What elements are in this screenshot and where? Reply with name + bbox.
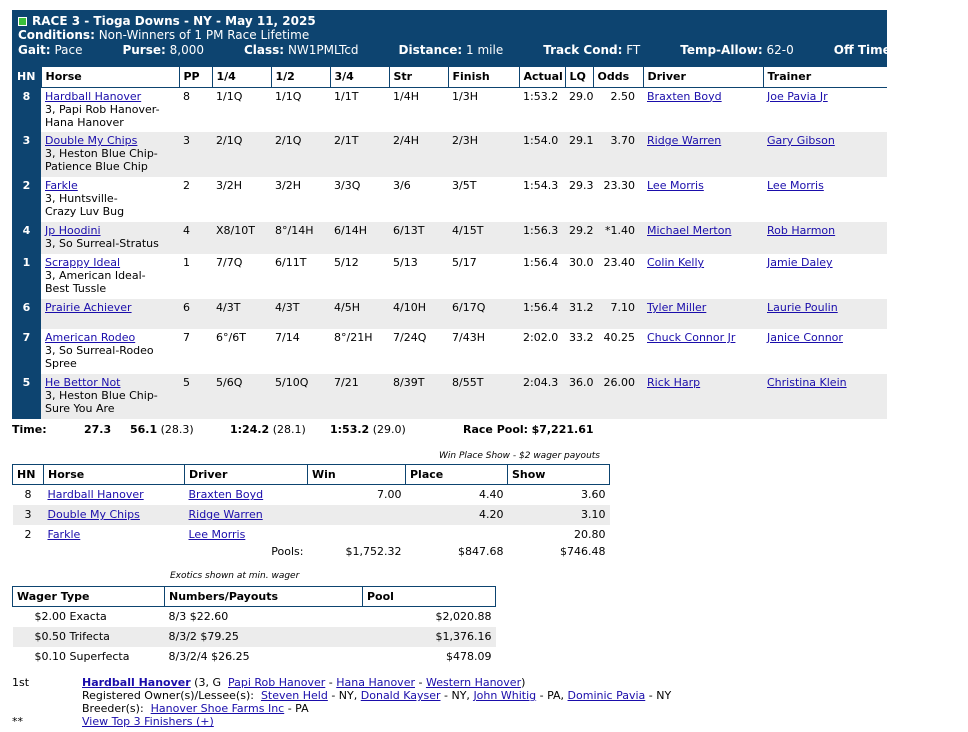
winner-sire-link[interactable]: Papi Rob Hanover: [227, 676, 326, 689]
row-finish: 2/3H: [448, 132, 519, 177]
driver-link[interactable]: Rick Harp: [647, 376, 701, 389]
win-pool: $1,752.32: [345, 544, 402, 558]
row-odds: 26.00: [593, 374, 643, 419]
row-trainer: [763, 329, 887, 374]
pay-hn: 2: [24, 528, 32, 541]
result-row: [12, 374, 887, 419]
pay-horse-link[interactable]: Double My Chips: [47, 508, 140, 521]
horse-link[interactable]: Farkle: [45, 179, 78, 192]
show-pool: $746.48: [560, 544, 606, 558]
time-final: 1:53.2 (29.0): [330, 423, 406, 436]
row-finish: 3/5T: [452, 179, 477, 192]
row-q2: 6/11T: [275, 256, 307, 269]
col-q2: 1/2: [271, 67, 330, 87]
horse-link[interactable]: Jp Hoodini: [45, 224, 101, 237]
pay-col-win: Win: [308, 465, 406, 485]
col-odds: Odds: [593, 67, 643, 87]
exo-pool: $478.09: [446, 650, 492, 663]
row-pp: 4: [179, 222, 212, 254]
row-horse: [41, 132, 179, 177]
driver-link[interactable]: Michael Merton: [647, 224, 732, 237]
exotic-row: [13, 627, 496, 647]
off-time-info: Off Time: 1:42 PM: [833, 43, 948, 57]
horse-pedigree-2: Hana Hanover: [45, 115, 124, 129]
col-horse: Horse: [41, 67, 179, 87]
trainer-link[interactable]: Rob Harmon: [767, 224, 836, 237]
exo-col-type: Wager Type: [13, 587, 165, 607]
row-str: 1/4H: [393, 89, 419, 103]
result-row: [12, 299, 887, 329]
row-horse: [41, 374, 179, 419]
row-q3: 1/1T: [334, 89, 359, 103]
driver-link[interactable]: Tyler Miller: [647, 301, 707, 314]
exo-type: $2.00 Exacta: [34, 610, 107, 624]
pay-driver: [185, 505, 308, 525]
time-label: Time:: [12, 423, 47, 436]
results-table: [12, 67, 887, 419]
time-q2: 56.1 (28.3): [130, 423, 194, 436]
pay-hn: 3: [13, 505, 44, 525]
row-pp: 6: [179, 299, 212, 329]
row-lq: 29.3: [569, 179, 594, 192]
horse-link[interactable]: American Rodeo: [45, 331, 136, 344]
exo-pool: $2,020.88: [435, 610, 492, 624]
row-trainer: [763, 87, 887, 132]
row-hn: 3: [12, 132, 41, 177]
row-str: 4/10H: [389, 299, 448, 329]
exotics-header-row: [13, 587, 496, 607]
race-times: [12, 423, 887, 436]
pay-win: 7.00: [377, 488, 402, 502]
row-str: 8/39T: [389, 374, 448, 419]
horse-pedigree-1: 3, Heston Blue Chip-: [45, 147, 158, 160]
row-hn: 7: [12, 329, 41, 374]
row-lq: 29.2: [565, 222, 593, 254]
horse-link[interactable]: Double My Chips: [45, 134, 138, 147]
row-q3: 7/21: [330, 374, 389, 419]
row-odds: 40.25: [603, 331, 635, 344]
horse-pedigree-2: Patience Blue Chip: [45, 160, 148, 173]
row-str: 3/6: [393, 179, 411, 192]
row-hn: 4: [12, 222, 41, 254]
row-lq: 29.1: [565, 132, 593, 177]
breeder-link[interactable]: Hanover Shoe Farms Inc: [150, 702, 285, 715]
winner-place: 1st: [12, 676, 30, 689]
pay-col-horse: Horse: [44, 465, 185, 485]
payout-row: [13, 525, 610, 545]
horse-pedigree-2: Spree: [45, 357, 77, 370]
row-pp: 2: [183, 179, 190, 192]
gait-info: Gait: Pace: [18, 43, 83, 57]
pay-hn: 8: [24, 488, 32, 502]
row-horse: [41, 254, 179, 299]
row-hn: 1: [12, 254, 41, 299]
pay-horse: [44, 485, 185, 505]
row-odds: 23.40: [603, 256, 635, 269]
race-header: [12, 10, 948, 67]
row-q3: 4/5H: [330, 299, 389, 329]
winner-line-1: [12, 676, 887, 689]
row-odds: 3.70: [593, 132, 643, 177]
row-pp: 1: [183, 256, 190, 269]
row-hn: 8: [12, 87, 41, 132]
owner-link-3[interactable]: John Whitig: [473, 689, 537, 702]
row-actual: 2:04.3: [519, 374, 565, 419]
exotic-row: [13, 647, 496, 667]
pay-place: 4.20: [406, 505, 508, 525]
results-header-row: [12, 67, 887, 87]
result-row: [12, 254, 887, 299]
row-driver: [643, 222, 763, 254]
more-marker: **: [12, 715, 23, 728]
row-pp: 5: [179, 374, 212, 419]
exo-type: $0.10 Superfecta: [34, 650, 130, 663]
row-q1: 5/6Q: [212, 374, 271, 419]
driver-link[interactable]: Braxten Boyd: [647, 89, 722, 103]
row-q1: 6°/6T: [216, 331, 246, 344]
row-horse: [41, 87, 179, 132]
row-trainer: [763, 254, 887, 299]
horse-pedigree-1: 3, Heston Blue Chip-: [45, 389, 158, 402]
exo-payout: 8/3 $22.60: [168, 610, 229, 624]
winner-breeder: Breeder(s): Hanover Shoe Farms Inc - PA: [82, 702, 309, 715]
col-pp: PP: [179, 67, 212, 87]
pay-driver-link[interactable]: Ridge Warren: [188, 508, 263, 521]
owner-link-4[interactable]: Dominic Pavia: [567, 689, 646, 702]
row-driver: [643, 329, 763, 374]
row-q2: 3/2H: [275, 179, 301, 192]
row-pp: 8: [183, 89, 190, 103]
result-row: [12, 177, 887, 222]
result-row: [12, 87, 887, 132]
race-details: [18, 43, 948, 58]
horse-pedigree-1: 3, American Ideal-: [45, 269, 146, 282]
row-q1: X8/10T: [212, 222, 271, 254]
row-trainer: [763, 132, 887, 177]
pay-win: [308, 525, 406, 545]
row-actual: 1:56.4: [519, 299, 565, 329]
pay-col-hn: HN: [13, 465, 44, 485]
row-lq: 36.0: [565, 374, 593, 419]
row-q1: 4/3T: [212, 299, 271, 329]
pay-show: 20.80: [574, 528, 606, 541]
pay-col-show: Show: [508, 465, 610, 485]
row-finish: 4/15T: [448, 222, 519, 254]
row-driver: [643, 374, 763, 419]
result-row: [12, 329, 887, 374]
exotics-caption: Exotics shown at min. wager: [170, 571, 300, 581]
row-horse: [41, 299, 179, 329]
col-q3: 3/4: [330, 67, 389, 87]
row-driver: [643, 299, 763, 329]
race-status-icon: [18, 17, 27, 26]
pay-driver: [185, 485, 308, 505]
row-hn: 6: [12, 299, 41, 329]
trainer-link[interactable]: Laurie Poulin: [767, 301, 838, 314]
pay-horse: [44, 525, 185, 545]
row-str: 2/4H: [389, 132, 448, 177]
row-str: 7/24Q: [393, 331, 427, 344]
pay-place: 4.40: [479, 488, 504, 502]
horse-link[interactable]: He Bettor Not: [45, 376, 121, 389]
col-actual: Actual: [519, 67, 565, 87]
col-finish: Finish: [448, 67, 519, 87]
payouts-table: [12, 464, 610, 560]
pools-label: Pools:: [271, 544, 304, 558]
row-q1: 3/2H: [216, 179, 242, 192]
row-pp: 3: [179, 132, 212, 177]
horse-pedigree-2: Best Tussle: [45, 282, 107, 295]
col-driver: Driver: [643, 67, 763, 87]
pay-show: 3.10: [508, 505, 610, 525]
row-finish: 5/17: [452, 256, 477, 269]
payout-row: [13, 485, 610, 505]
row-q3: 8°/21H: [334, 331, 373, 344]
row-horse: [41, 222, 179, 254]
winner-line-3: [12, 702, 887, 715]
race-title: RACE 3 - Tioga Downs - NY - May 11, 2025: [32, 14, 316, 28]
track-info: Track Cond: FT: [543, 43, 641, 57]
exotics-table: [12, 586, 496, 667]
row-driver: [643, 254, 763, 299]
row-q3: 6/14H: [330, 222, 389, 254]
row-q1: 1/1Q: [216, 89, 243, 103]
race-title-row: [18, 14, 881, 28]
col-lq: LQ: [565, 67, 593, 87]
pay-horse-link[interactable]: Farkle: [47, 528, 81, 541]
row-trainer: [763, 374, 887, 419]
trainer-link[interactable]: Jamie Daley: [767, 256, 833, 269]
row-lq: 31.2: [565, 299, 593, 329]
row-q3: 5/12: [334, 256, 359, 269]
race-results: [12, 10, 948, 728]
row-horse: [41, 177, 179, 222]
exo-pool: $1,376.16: [363, 627, 496, 647]
pay-show: 3.60: [581, 488, 606, 502]
temp-info: Temp-Allow: 62-0: [680, 43, 794, 57]
row-odds: 7.10: [593, 299, 643, 329]
row-hn: 2: [12, 177, 41, 222]
winner-pedigree: Hardball Hanover (3, G Papi Rob Hanover - Hana Hanover - Western Hanover): [82, 676, 526, 689]
row-odds: *1.40: [593, 222, 643, 254]
row-finish: 7/43H: [452, 331, 485, 344]
row-actual: 1:56.4: [523, 256, 559, 269]
winner-line-4: [12, 715, 887, 728]
row-q2: 7/14: [275, 331, 300, 344]
row-q1: 7/7Q: [216, 256, 243, 269]
purse-info: Purse: 8,000: [122, 43, 204, 57]
pay-driver-link[interactable]: Braxten Boyd: [188, 488, 264, 502]
pay-col-driver: Driver: [185, 465, 308, 485]
row-q2: 1/1Q: [275, 89, 302, 103]
place-pool: $847.68: [458, 544, 504, 558]
pay-horse-link[interactable]: Hardball Hanover: [47, 488, 144, 502]
row-q3: 2/1T: [330, 132, 389, 177]
horse-link[interactable]: Hardball Hanover: [45, 89, 142, 103]
view-top3-link[interactable]: View Top 3 Finishers (+): [82, 715, 214, 728]
row-odds: 2.50: [610, 89, 635, 103]
col-hn: HN: [12, 67, 41, 87]
winner-dam-link[interactable]: Hana Hanover: [336, 676, 415, 689]
exo-payout: 8/3/2 $79.25: [165, 627, 363, 647]
result-row: [12, 222, 887, 254]
row-lq: 33.2: [569, 331, 594, 344]
horse-link[interactable]: Scrappy Ideal: [45, 256, 121, 269]
exo-payout: 8/3/2/4 $26.25: [168, 650, 250, 663]
row-actual: 1:53.2: [523, 89, 559, 103]
trainer-link[interactable]: Lee Morris: [767, 179, 824, 192]
trainer-link[interactable]: Janice Connor: [767, 331, 843, 344]
trainer-link[interactable]: Gary Gibson: [767, 134, 835, 147]
col-q1: 1/4: [212, 67, 271, 87]
winner-line-2: [12, 689, 887, 702]
race-pool: Race Pool: $7,221.61: [463, 423, 594, 436]
row-q2: 5/10Q: [271, 374, 330, 419]
horse-link[interactable]: Prairie Achiever: [45, 301, 132, 314]
row-q1: 2/1Q: [212, 132, 271, 177]
trainer-link[interactable]: Joe Pavia Jr: [767, 89, 828, 103]
distance-info: Distance: 1 mile: [398, 43, 504, 57]
row-hn: 5: [12, 374, 41, 419]
row-q2: 8°/14H: [271, 222, 330, 254]
row-horse: [41, 329, 179, 374]
horse-pedigree-1: 3, Papi Rob Hanover-: [45, 102, 160, 116]
result-row: [12, 132, 887, 177]
row-driver: [643, 87, 763, 132]
row-trainer: [763, 177, 887, 222]
time-q1: 27.3: [84, 423, 112, 436]
horse-pedigree-1: 3, So Surreal-Stratus: [45, 237, 159, 250]
owner-link-1[interactable]: Steven Held: [260, 689, 328, 702]
row-actual: 1:54.0: [519, 132, 565, 177]
row-finish: 1/3H: [452, 89, 478, 103]
row-driver: [643, 132, 763, 177]
horse-pedigree-2: Sure You Are: [45, 402, 115, 415]
payouts-caption: Win Place Show - $2 wager payouts: [439, 451, 600, 461]
row-str: 6/13T: [389, 222, 448, 254]
row-actual: 2:02.0: [523, 331, 559, 344]
pools-row: [13, 545, 610, 560]
pay-driver-link[interactable]: Lee Morris: [188, 528, 246, 541]
conditions-label: Conditions:: [18, 28, 95, 42]
winner-damsire-link[interactable]: Western Hanover: [425, 676, 522, 689]
row-q2: 2/1Q: [271, 132, 330, 177]
race-conditions: [18, 28, 881, 43]
pay-driver: [185, 525, 308, 545]
owner-link-2[interactable]: Donald Kayser: [360, 689, 441, 702]
exo-col-payouts: Numbers/Payouts: [165, 587, 363, 607]
row-finish: 6/17Q: [448, 299, 519, 329]
horse-pedigree-1: 3, So Surreal-Rodeo: [45, 344, 154, 357]
exo-type: $0.50 Trifecta: [13, 627, 165, 647]
row-lq: 30.0: [569, 256, 594, 269]
pay-place: [406, 525, 508, 545]
row-odds: 23.30: [603, 179, 635, 192]
row-finish: 8/55T: [448, 374, 519, 419]
row-str: 5/13: [393, 256, 418, 269]
row-pp: 7: [183, 331, 190, 344]
driver-link[interactable]: Ridge Warren: [647, 134, 722, 147]
driver-link[interactable]: Colin Kelly: [647, 256, 705, 269]
row-driver: [643, 177, 763, 222]
col-str: Str: [389, 67, 448, 87]
payouts-header-row: [13, 465, 610, 485]
pay-win: [308, 505, 406, 525]
time-q3: 1:24.2 (28.1): [230, 423, 306, 436]
exotic-row: [13, 607, 496, 627]
driver-link[interactable]: Chuck Connor Jr: [647, 331, 736, 344]
row-trainer: [763, 222, 887, 254]
row-lq: 29.0: [569, 89, 594, 103]
payout-row: [13, 505, 610, 525]
exo-col-pool: Pool: [363, 587, 496, 607]
pay-horse: [44, 505, 185, 525]
row-trainer: [763, 299, 887, 329]
horse-pedigree-2: Crazy Luv Bug: [45, 205, 125, 218]
horse-pedigree-1: 3, Huntsville-: [45, 192, 118, 205]
row-q3: 3/3Q: [334, 179, 361, 192]
row-q2: 4/3T: [271, 299, 330, 329]
row-actual: 1:54.3: [523, 179, 559, 192]
winner-owners: Registered Owner(s)/Lessee(s): Steven Held - NY, Donald Kayser - NY, John Whitig - PA, Dominic Pavia - NY: [82, 689, 672, 702]
col-trainer: Trainer: [763, 67, 887, 87]
row-actual: 1:56.3: [519, 222, 565, 254]
trainer-link[interactable]: Christina Klein: [767, 376, 847, 389]
conditions-value: Non-Winners of 1 PM Race Lifetime: [98, 28, 310, 42]
driver-link[interactable]: Lee Morris: [647, 179, 704, 192]
winner-horse-link[interactable]: Hardball Hanover: [82, 676, 191, 689]
pay-col-place: Place: [406, 465, 508, 485]
class-info: Class: NW1PMLTcd: [244, 43, 359, 57]
